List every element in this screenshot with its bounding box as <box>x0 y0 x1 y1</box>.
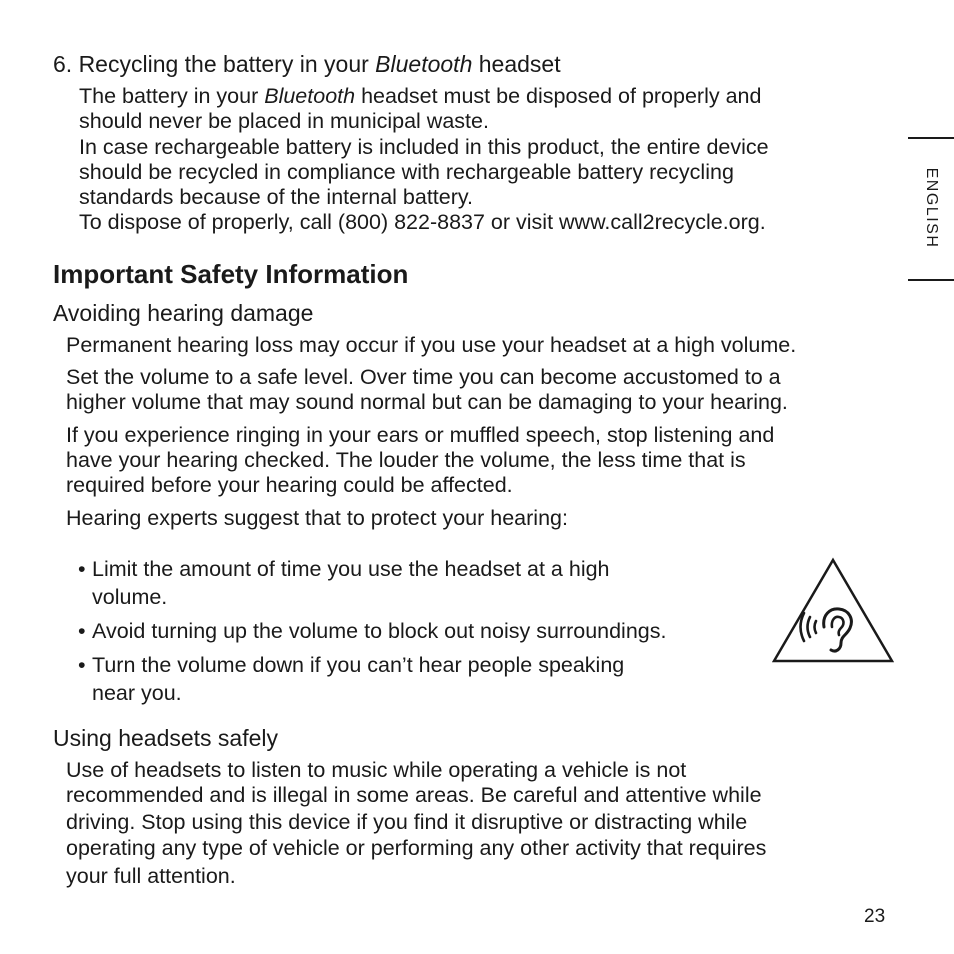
bullet-dot: • <box>78 619 86 643</box>
recycling-line: should be recycled in compliance with rechargeable battery recycling <box>79 160 734 184</box>
bullet-item <box>78 555 610 611</box>
recycling-heading <box>53 50 561 78</box>
hearing-paragraph: Set the volume to a safe level. Over time you can become accustomed to a <box>66 365 781 389</box>
headsets-paragraph: your full attention. <box>66 864 236 888</box>
hearing-paragraph: have your hearing checked. The louder the volume, the less time that is <box>66 448 746 472</box>
recycling-line1-prefix: The battery in your <box>79 84 265 108</box>
recycling-heading-prefix: 6. Recycling the battery in your <box>53 51 376 77</box>
bullet-item <box>78 617 666 645</box>
page-number: 23 <box>864 906 886 927</box>
headsets-paragraph: Use of headsets to listen to music while operating a vehicle is not <box>66 758 687 782</box>
tab-rule-bottom <box>908 279 954 281</box>
language-tab <box>908 137 954 280</box>
safety-title: Important Safety Information <box>53 259 409 289</box>
hearing-warning-triangle-icon <box>772 557 894 663</box>
recycling-line: should never be placed in municipal waste. <box>79 109 489 133</box>
headsets-paragraph: recommended and is illegal in some areas. Be careful and attentive while <box>66 783 762 807</box>
hearing-heading: Avoiding hearing damage <box>53 300 314 326</box>
recycling-line <box>79 84 761 110</box>
hearing-paragraph: If you experience ringing in your ears or muffled speech, stop listening and <box>66 423 775 447</box>
hearing-paragraph: required before your hearing could be affected. <box>66 473 513 497</box>
language-label: ENGLISH <box>923 167 940 249</box>
hearing-paragraph: Hearing experts suggest that to protect your hearing: <box>66 506 568 530</box>
headsets-heading: Using headsets safely <box>53 725 279 751</box>
bullet-item <box>78 651 624 707</box>
bullet-dot: • <box>78 653 86 677</box>
tab-rule-top <box>908 137 954 139</box>
bullet-text: volume. <box>92 585 168 609</box>
headsets-paragraph: operating any type of vehicle or performing any other activity that requires <box>66 836 767 860</box>
recycling-line: standards because of the internal battery. <box>79 185 474 209</box>
bullet-text: Turn the volume down if you can’t hear people speaking <box>92 653 625 677</box>
recycling-heading-suffix: headset <box>472 51 561 77</box>
bullet-text: Avoid turning up the volume to block out noisy surroundings. <box>92 619 667 643</box>
headsets-paragraph: driving. Stop using this device if you find it disruptive or distracting while <box>66 810 748 834</box>
hearing-paragraph: Permanent hearing loss may occur if you use your headset at a high volume. <box>66 333 797 357</box>
recycling-line: In case rechargeable battery is included in this product, the entire device <box>79 135 769 159</box>
recycling-line1-suffix: headset must be disposed of properly and <box>355 84 762 108</box>
recycling-line: To dispose of properly, call (800) 822-8837 or visit www.call2recycle.org. <box>79 210 766 234</box>
bullet-text: Limit the amount of time you use the headset at a high <box>92 557 610 581</box>
bullet-dot: • <box>78 557 86 581</box>
bullet-text: near you. <box>92 681 182 705</box>
recycling-heading-italic: Bluetooth <box>375 51 473 77</box>
hearing-paragraph: higher volume that may sound normal but can be damaging to your hearing. <box>66 390 788 414</box>
recycling-line1-italic: Bluetooth <box>264 84 356 108</box>
